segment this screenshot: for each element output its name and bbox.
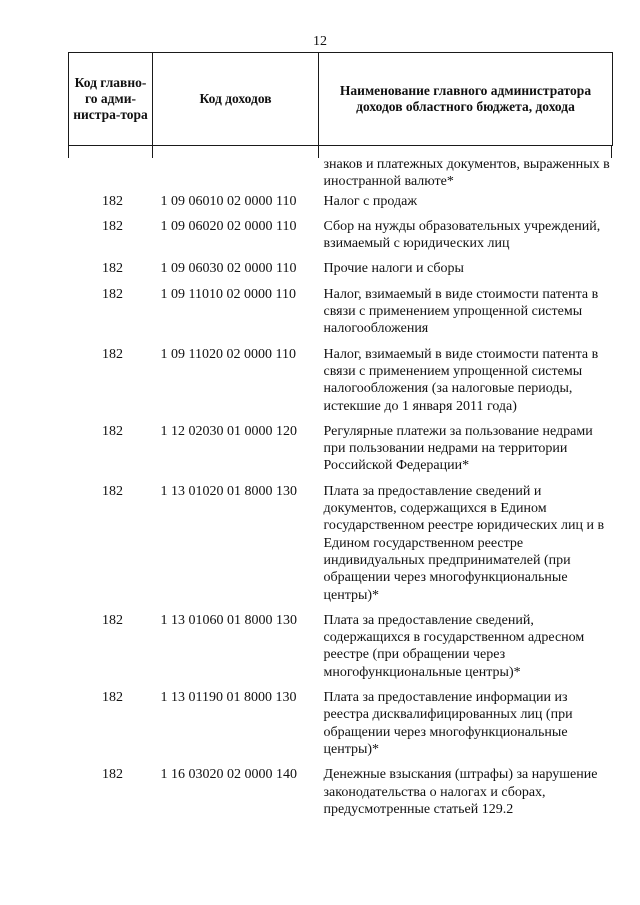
income-code-cell: 1 09 06030 02 0000 110 xyxy=(160,261,297,277)
income-administrators-table xyxy=(68,52,613,826)
admin-code-cell: 182 xyxy=(102,218,123,234)
header-admin-code-label: Код главно-го адми-нистра-тора xyxy=(73,75,148,122)
admin-code-cell: 182 xyxy=(102,193,123,209)
column-divider-right xyxy=(611,146,612,158)
table-row xyxy=(69,286,613,346)
income-name-cell: Плата за предоставление информации из реестра дисквалифицированных лиц (при обращении через многофункциональные центры)* xyxy=(323,690,573,757)
income-code-cell: 1 13 01020 01 8000 130 xyxy=(160,483,297,499)
table-row xyxy=(69,423,613,483)
income-code-cell: 1 12 02030 01 0000 120 xyxy=(160,423,297,439)
income-code-cell: 1 09 11020 02 0000 110 xyxy=(160,346,296,362)
table-row xyxy=(69,193,613,218)
table-header xyxy=(69,53,613,146)
income-code-cell: 1 09 06010 02 0000 110 xyxy=(160,193,297,209)
table-row xyxy=(69,612,613,689)
admin-code-cell: 182 xyxy=(102,690,123,706)
income-name-cell: Налог, взимаемый в виде стоимости патента в связи с применением упрощенной системы налогообложения (за налоговые периоды, истекшие до 1 января 2011 года) xyxy=(323,346,599,414)
income-name-cell: Плата за предоставление сведений, содержащихся в государственном адресном реестре (при обращении через многофункциональные центры)* xyxy=(323,612,585,680)
table-row xyxy=(69,766,613,826)
admin-code-cell: 182 xyxy=(102,423,123,439)
table-row xyxy=(69,218,613,261)
page-number: 12 xyxy=(313,34,327,49)
admin-code-cell: 182 xyxy=(102,767,123,783)
header-admin-code xyxy=(69,53,153,146)
table-row xyxy=(69,260,613,285)
header-name xyxy=(319,53,613,146)
income-name-cell: Регулярные платежи за пользование недрами при пользовании недрами на территории Российской Федерации* xyxy=(323,423,593,474)
income-name-cell: Денежные взыскания (штрафы) за нарушение законодательства о налогах и сборах, предусмотренные статьей 129.2 xyxy=(323,767,598,817)
income-code-cell: 1 13 01060 01 8000 130 xyxy=(160,612,297,628)
income-code-cell: 1 13 01190 01 8000 130 xyxy=(160,690,297,706)
table-row xyxy=(69,346,613,423)
table-row-continuation xyxy=(69,152,613,193)
admin-code-cell: 182 xyxy=(102,346,123,362)
continuation-text: знаков и платежных документов, выраженных в иностранной валюте* xyxy=(323,157,610,190)
admin-code-cell: 182 xyxy=(102,483,123,499)
income-code-cell: 1 09 06020 02 0000 110 xyxy=(160,218,297,234)
income-code-cell: 1 09 11010 02 0000 110 xyxy=(160,286,296,302)
table-row xyxy=(69,483,613,612)
table-row xyxy=(69,689,613,766)
income-name-cell: Сбор на нужды образовательных учреждений, взимаемый с юридических лиц xyxy=(323,218,601,252)
income-name-cell: Налог, взимаемый в виде стоимости патента в связи с применением упрощенной системы налогообложения xyxy=(323,286,599,337)
header-income-code-label: Код доходов xyxy=(199,91,272,106)
income-name-cell: Прочие налоги и сборы xyxy=(323,261,464,277)
header-name-label: Наименование главного администратора доходов областного бюджета, дохода xyxy=(339,83,592,114)
header-income-code xyxy=(153,53,319,146)
income-code-cell: 1 16 03020 02 0000 140 xyxy=(160,767,297,783)
column-divider-1 xyxy=(152,146,153,158)
income-name-cell: Плата за предоставление сведений и документов, содержащихся в Едином государственном реестре юридических лиц и в Едином государственном реестре индивидуальных предпринимателей (при обращении через многофункциональные центры)* xyxy=(323,483,605,603)
table-body xyxy=(69,146,613,827)
admin-code-cell: 182 xyxy=(102,612,123,628)
admin-code-cell: 182 xyxy=(102,261,123,277)
admin-code-cell: 182 xyxy=(102,286,123,302)
column-divider-2 xyxy=(318,146,319,158)
income-name-cell: Налог с продаж xyxy=(323,193,417,209)
column-divider-left xyxy=(68,146,69,158)
